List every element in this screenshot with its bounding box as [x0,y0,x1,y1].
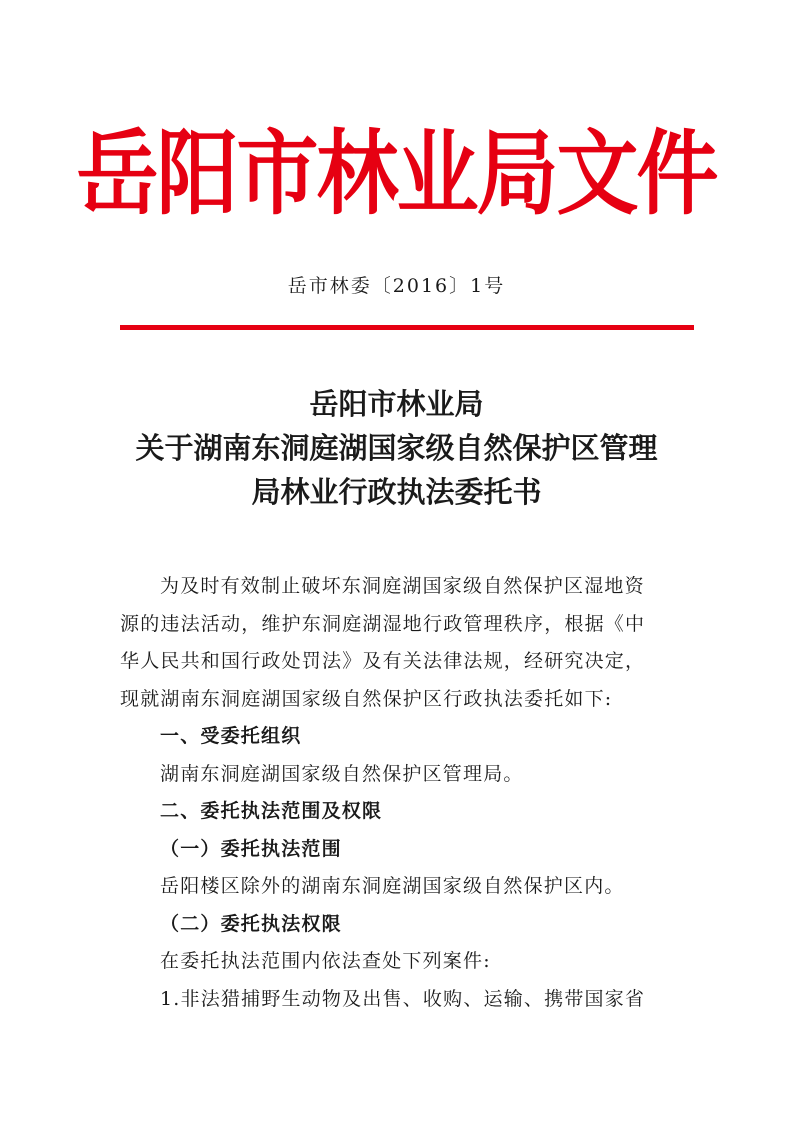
title-line-3: 局林业行政执法委托书 [251,475,542,509]
document-title [0,382,793,514]
paragraph-line: 现就湖南东洞庭湖国家级自然保护区行政执法委托如下: [120,687,613,710]
red-separator-line [120,325,694,330]
subsection-heading-scope: （一）委托执法范围 [160,837,342,860]
section-heading-1: 一、受委托组织 [160,725,302,747]
list-item-1: 1.非法猎捕野生动物及出售、收购、运输、携带国家省 [160,987,646,1010]
section-heading-2: 二、委托执法范围及权限 [160,800,383,822]
paragraph-line: 源的违法活动，维护东洞庭湖湿地行政管理秩序，根据《中 [120,612,646,635]
paragraph-line: 华人民共和国行政处罚法》及有关法律法规，经研究决定， [120,650,646,672]
document-masthead: 岳阳市林业局文件 [76,120,717,228]
paragraph-line: 为及时有效制止破坏东洞庭湖国家级自然保护区湿地资 [160,575,645,597]
title-line-2: 关于湖南东洞庭湖国家级自然保护区管理 [135,431,658,465]
authority-text: 在委托执法范围内依法查处下列案件: [160,950,491,972]
entrusted-organization: 湖南东洞庭湖国家级自然保护区管理局。 [160,762,524,785]
document-number: 岳市林委〔2016〕1号 [287,275,506,297]
scope-text: 岳阳楼区除外的湖南东洞庭湖国家级自然保护区内。 [160,875,625,897]
subsection-heading-authority: （二）委托执法权限 [160,912,342,935]
title-line-1: 岳阳市林业局 [309,387,484,421]
document-body [120,568,680,1018]
